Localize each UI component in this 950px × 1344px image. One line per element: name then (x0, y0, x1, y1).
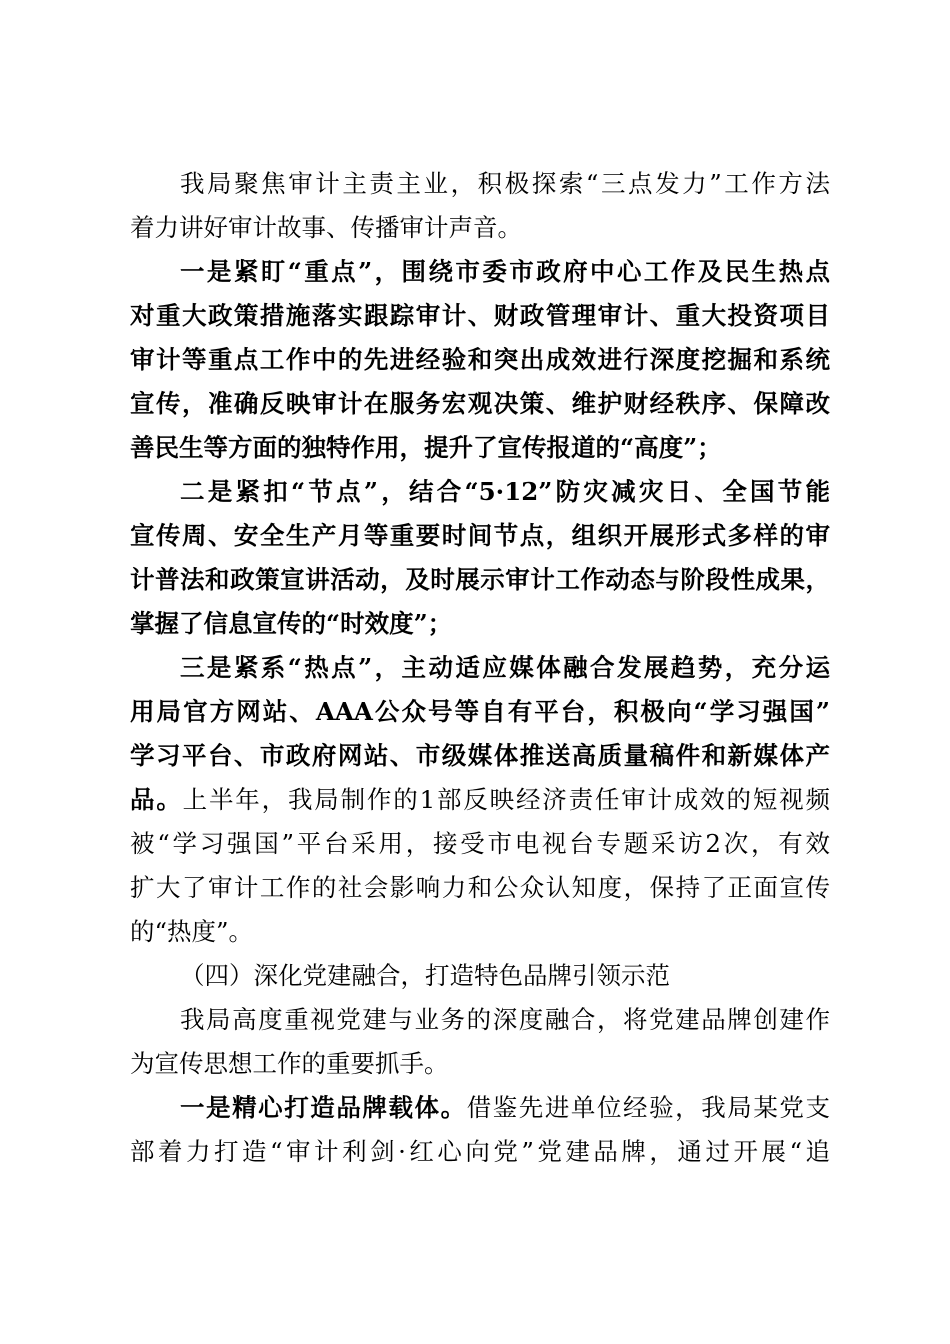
paragraph-2-line-1: 一是紧盯“重点”，围绕市委市政府中心工作及民生热点 (180, 257, 830, 286)
paragraph-2-line-3: 审计等重点工作中的先进经验和突出成效进行深度挖掘和系统 (130, 345, 830, 374)
paragraph-5-line-1: 我局高度重视党建与业务的深度融合，将党建品牌创建作 (180, 1005, 830, 1034)
paragraph-4-line-1: 三是紧系“热点”，主动适应媒体融合发展趋势，充分运 (180, 653, 830, 682)
paragraph-4-line-6: 扩大了审计工作的社会影响力和公众认知度，保持了正面宣传 (130, 873, 830, 902)
paragraph-5-line-2: 为宣传思想工作的重要抓手。 (130, 1049, 449, 1078)
section-heading: （四）深化党建融合，打造特色品牌引领示范 (180, 961, 670, 990)
paragraph-4-line-7: 的“热度”。 (130, 917, 254, 946)
paragraph-6-line-2: 部着力打造“审计利剑·红心向党”党建品牌，通过开展“追 (130, 1137, 830, 1166)
paragraph-4-line-2: 用局官方网站、AAA公众号等自有平台，积极向“学习强国” (130, 697, 830, 726)
paragraph-1-line-2: 着力讲好审计故事、传播审计声音。 (130, 213, 522, 242)
paragraph-3-line-3: 计普法和政策宣讲活动，及时展示审计工作动态与阶段性成果， (130, 565, 830, 594)
paragraph-3-line-2: 宣传周、安全生产月等重要时间节点，组织开展形式多样的审 (130, 521, 830, 550)
paragraph-4-line-4: 品。上半年，我局制作的1部反映经济责任审计成效的短视频 (130, 785, 831, 814)
paragraph-6-line-1: 一是精心打造品牌载体。借鉴先进单位经验，我局某党支 (180, 1093, 830, 1122)
paragraph-3-line-1: 二是紧扣“节点”，结合“5·12”防灾减灾日、全国节能 (180, 477, 830, 506)
paragraph-4-line-5: 被“学习强国”平台采用，接受市电视台专题采访2次，有效 (130, 829, 830, 858)
paragraph-2-line-5: 善民生等方面的独特作用，提升了宣传报道的“高度”； (130, 433, 722, 462)
paragraph-2-line-2: 对重大政策措施落实跟踪审计、财政管理审计、重大投资项目 (130, 301, 830, 330)
paragraph-1-line-1: 我局聚焦审计主责主业，积极探索“三点发力”工作方法 (180, 169, 830, 198)
paragraph-4-line-3: 学习平台、市政府网站、市级媒体推送高质量稿件和新媒体产 (130, 741, 830, 770)
paragraph-2-line-4: 宣传，准确反映审计在服务宏观决策、维护财经秩序、保障改 (130, 389, 830, 418)
paragraph-3-line-4: 掌握了信息宣传的“时效度”； (130, 609, 453, 638)
